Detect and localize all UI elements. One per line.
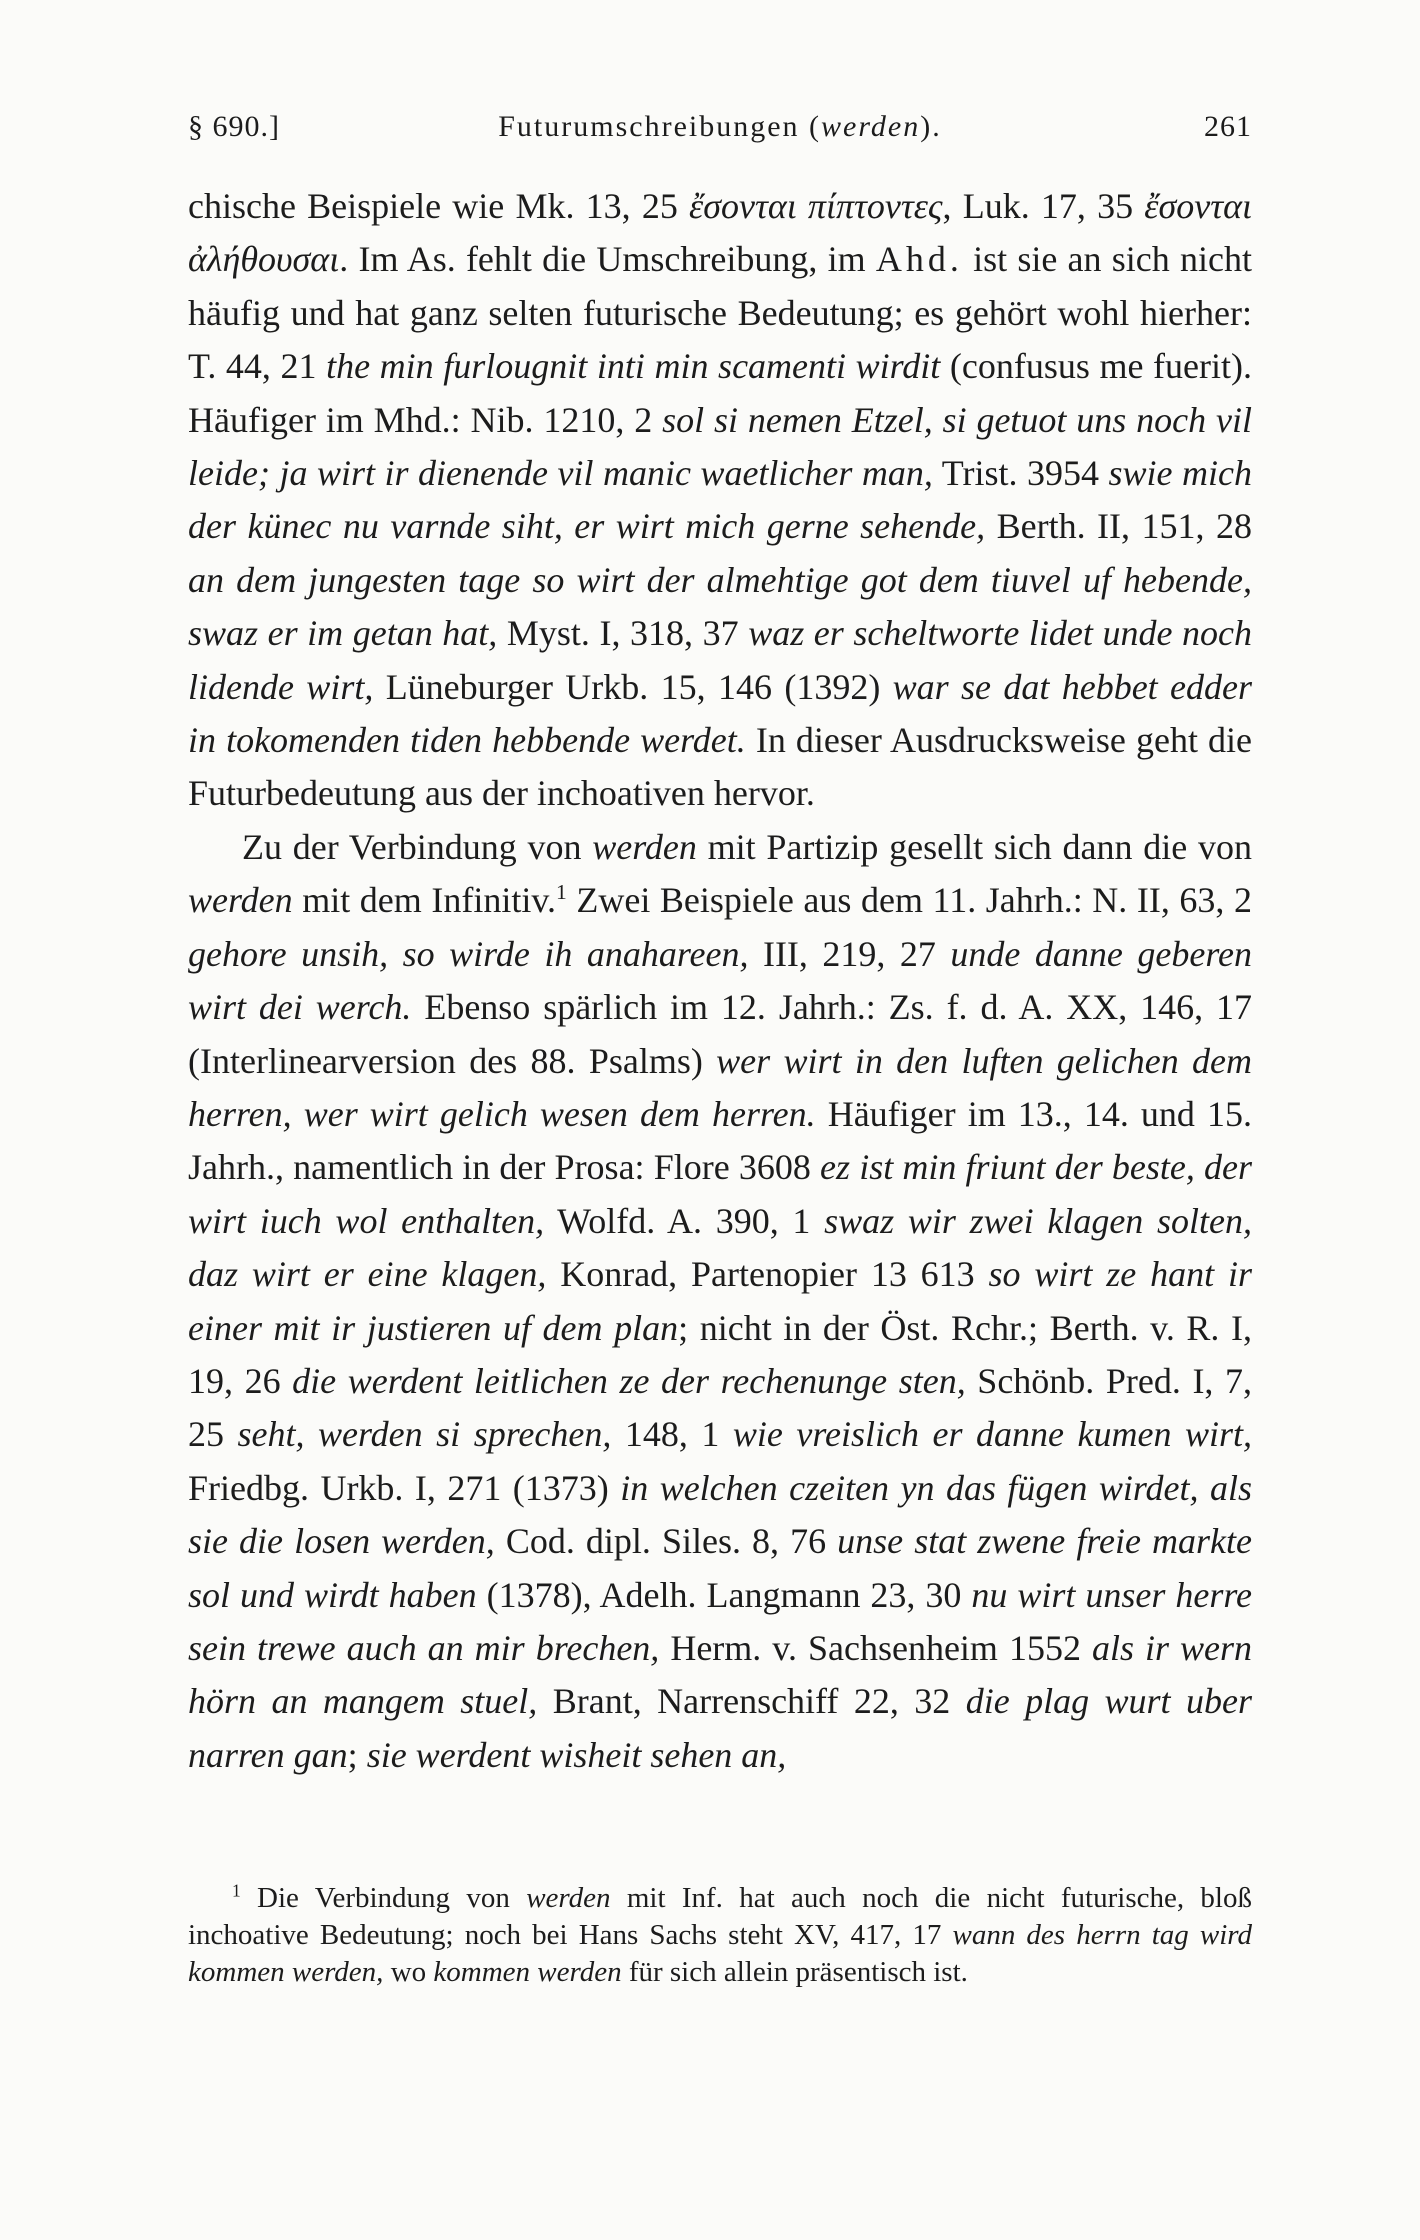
text-run: (1378), Adelh. Langmann 23, 30 xyxy=(476,1574,972,1615)
section-number: § 690.] xyxy=(188,110,280,143)
paragraph xyxy=(188,180,1252,821)
italic-quote: als ir wern hörn an mangem stuel, xyxy=(188,1627,1253,1722)
text-run: . Im As. fehlt die Umschreibung, im xyxy=(339,239,876,280)
text-run: Herm. v. Sachsenheim 1552 xyxy=(659,1627,1092,1668)
text-run: , Luk. 17, 35 xyxy=(942,186,1145,226)
text-run: Berth. II, 151, 28 xyxy=(985,506,1252,547)
italic-quote: in welchen czeiten yn das fügen wirdet, als sie die losen werden, xyxy=(188,1467,1252,1562)
running-header xyxy=(188,104,1252,150)
italic-quote: war se dat hebbet edder in tokomenden tiden hebbende werdet. xyxy=(188,666,1252,761)
main-text xyxy=(188,180,1252,1782)
text-run: In dieser Ausdrucksweise geht die Futurbedeutung aus der inchoativen hervor. xyxy=(188,720,1252,814)
running-title-pre: Futurumschreibungen ( xyxy=(498,110,822,143)
running-title xyxy=(188,104,1252,150)
italic-quote: seht, werden si sprechen, xyxy=(237,1414,612,1455)
footnote-marker: 1 xyxy=(232,1880,241,1901)
italic-quote: wer wirt in den luften gelichen dem herren, wer wirt gelich wesen dem herren. xyxy=(188,1040,1253,1134)
text-run: Zu der Verbindung von xyxy=(242,826,593,867)
italic-quote: unse stat zwene freie markte sol und wirdt haben xyxy=(188,1521,1252,1615)
italic-quote: die plag wurt uber narren gan xyxy=(188,1681,1252,1775)
running-title-em: werden xyxy=(821,110,921,143)
italic-quote: kommen werden xyxy=(433,1956,622,1988)
italic-quote: ἔσονται πίπτοντες xyxy=(689,186,943,226)
italic-quote: an dem jungesten tage so wirt der almehtige got dem tiuvel uf hebende, swaz er im getan hat, xyxy=(188,559,1252,654)
italic-quote: swaz wir zwei klagen solten, daz wirt er eine klagen, xyxy=(188,1200,1252,1295)
italic-quote: wann des herrn tag wird kommen werden, xyxy=(188,1919,1252,1988)
italic-quote: werden xyxy=(526,1882,611,1914)
footnote xyxy=(188,1880,1252,1991)
italic-quote: die werdent leitlichen ze der rechenunge sten, xyxy=(292,1360,966,1401)
italic-quote: unde danne geberen wirt dei werch. xyxy=(188,933,1252,1028)
italic-quote: nu wirt unser herre sein trewe auch an mir brechen, xyxy=(188,1574,1252,1668)
footnote-paragraph xyxy=(188,1880,1252,1991)
text-run: Lüneburger Urkb. 15, 146 (1392) xyxy=(373,666,893,707)
text-run: mit dem Infinitiv. xyxy=(292,880,556,921)
text-run: Wolfd. A. 390, 1 xyxy=(544,1200,825,1241)
text-run: ist sie an sich nicht häufig und hat ganz selten futurische Bedeutung; es gehört wohl hierher: T. 44, 21 xyxy=(188,239,1252,387)
italic-quote: ἔσονται ἀλήθουσαι xyxy=(188,186,1252,280)
text-run: Trist. 3954 xyxy=(932,453,1109,494)
footnote-marker: 1 xyxy=(556,880,567,905)
italic-quote: swie mich der künec nu varnde siht, er wirt mich gerne sehende, xyxy=(188,453,1253,547)
text-run: mit Partizip gesellt sich dann die von xyxy=(696,826,1252,867)
italic-quote: waz er scheltworte lidet unde noch lidende wirt, xyxy=(188,613,1252,707)
text-run: chische Beispiele wie Mk. 13, 25 xyxy=(188,186,690,226)
italic-quote: werden xyxy=(188,880,293,921)
text-run: Konrad, Partenopier 13 613 xyxy=(546,1254,989,1295)
text-run: Ahd. xyxy=(875,239,963,280)
text-run: Zwei Beispiele aus dem 11. Jahrh.: N. II, 63, 2 xyxy=(566,880,1252,921)
text-run: Cod. dipl. Siles. 8, 76 xyxy=(494,1521,838,1562)
paragraph xyxy=(188,821,1252,1782)
text-run: Die Verbindung von xyxy=(240,1882,527,1914)
text-run: Schönb. Pred. I, 7, 25 xyxy=(188,1360,1253,1455)
text-run: 148, 1 xyxy=(611,1414,733,1455)
text-run: Myst. I, 318, 37 xyxy=(497,613,749,654)
italic-quote: the min furlougnit inti min scamenti wirdit xyxy=(326,346,941,387)
italic-quote: gehore unsih, so wirde ih anahareen, xyxy=(188,933,749,974)
italic-quote: sie werdent wisheit sehen an, xyxy=(366,1734,787,1775)
text-run: ; xyxy=(347,1734,367,1775)
text-run: (confusus me fuerit). Häufiger im Mhd.: Nib. 1210, 2 xyxy=(188,346,1252,440)
text-run: für sich allein präsentisch ist. xyxy=(621,1956,968,1988)
page-number: 261 xyxy=(1204,110,1252,143)
italic-quote: ez ist min friunt der beste, der wirt iuch wol enthalten, xyxy=(188,1147,1252,1241)
text-run: ; nicht in der Öst. Rchr.; Berth. v. R. I, 19, 26 xyxy=(188,1307,1252,1401)
text-run: Brant, Narrenschiff 22, 32 xyxy=(537,1681,966,1722)
running-title-post: ). xyxy=(920,110,942,143)
text-run: Ebenso spärlich im 12. Jahrh.: Zs. f. d. A. XX, 146, 17 (Interlinearversion des 88. Psalms) xyxy=(188,987,1253,1081)
text-run: wo xyxy=(383,1956,434,1988)
text-run: Friedbg. Urkb. I, 271 (1373) xyxy=(188,1467,621,1508)
italic-quote: wie vreislich er danne kumen wirt, xyxy=(732,1414,1253,1455)
text-run: Häufiger im 13., 14. und 15. Jahrh., namentlich in der Prosa: Flore 3608 xyxy=(188,1093,1252,1188)
italic-quote: werden xyxy=(592,826,697,867)
italic-quote: so wirt ze hant ir einer mit ir justieren uf dem plan xyxy=(188,1254,1252,1348)
text-run: III, 219, 27 xyxy=(748,933,951,974)
italic-quote: sol si nemen Etzel, si getuot uns noch vil leide; ja wirt ir dienende vil manic waetlicher man, xyxy=(188,399,1252,494)
text-run: mit Inf. hat auch noch die nicht futurische, bloß inchoative Bedeutung; noch bei Hans Sachs steht XV, 417, 17 xyxy=(188,1882,1252,1951)
